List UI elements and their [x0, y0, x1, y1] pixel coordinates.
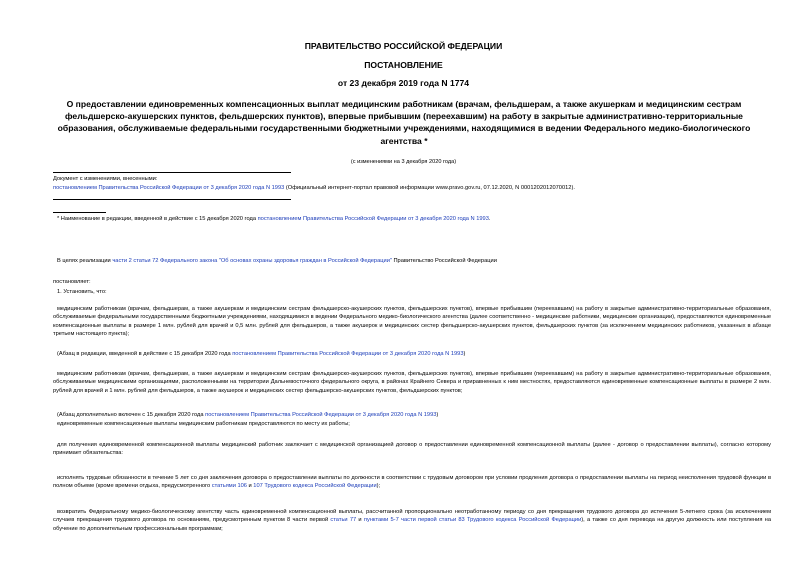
preamble-text: В целях реализации — [57, 258, 113, 264]
paragraph-5 — [53, 474, 771, 491]
footnote-text: * Наименование в редакции, введенной в действие с 15 декабря 2020 года — [57, 216, 258, 222]
para6-text: возвратить Федеральному медико-биологическому агентству часть единовременной компенсационной выплаты, рассчитанной пропорционально неотработанному периоду со дня прекращения трудового договора до истечения 5-летнего срока (за исключением случаев прекращения трудового договора по основаниям, предусмотренным пунктом 8 части первой — [53, 509, 771, 524]
footnote-divider — [53, 212, 106, 213]
paragraph-3: единовременные компенсационные выплаты медицинским работникам предоставляются по месту их работы; — [57, 421, 350, 427]
para5-and: и — [246, 483, 254, 490]
preamble — [57, 258, 497, 266]
document-type: ПОСТАНОВЛЕНИЕ — [364, 60, 443, 70]
labor-code-link[interactable]: пунктами 5-7 части первой статьи 83 Трудового кодекса Российской Федерации — [363, 517, 582, 524]
amendments-line — [53, 185, 575, 193]
divider — [53, 199, 291, 200]
footnote — [57, 216, 490, 224]
labor-code-link[interactable]: статьи 77 — [330, 517, 357, 524]
document-title: О предоставлении единовременных компенсационных выплат медицинским работникам (врачам, фельдшерам, а также акушеркам и медицинским сестрам фельдшерско-акушерских пунктов, фельдшерских пунктов), впервые прибывшим (переехавшим) на работу в закрытые административно-территориальные образования, обслуживаемые федеральными государственными бюджетными учреждениями, находящимися в ведении Федерального медико-биологического агентства * — [57, 99, 751, 146]
item-1: 1. Установить, что: — [57, 289, 107, 295]
note-link[interactable]: постановлением Правительства Российской Федерации от 3 декабря 2020 года N 1993 — [232, 351, 464, 357]
divider — [53, 172, 291, 173]
note-text: (Абзац в редакции, введенной в действие с 15 декабря 2020 года — [57, 351, 233, 357]
labor-code-link[interactable]: 107 Трудового кодекса Российской Федерации — [253, 483, 377, 490]
note-end: ) — [436, 412, 439, 418]
amendment-source: (Официальный интернет-портал правовой информации www.pravo.gov.ru, 07.12.2020, N 0001202012070012). — [284, 185, 575, 191]
paragraph-1-note — [57, 351, 465, 359]
paragraph-6 — [53, 508, 771, 533]
para6-and: и — [356, 517, 364, 524]
note-end: ) — [463, 351, 466, 357]
paragraph-2: медицинским работникам (врачам, фельдшерам, а также акушеркам и медицинским сестрам фельдшерско-акушерских пунктов, фельдшерских пунктов), впервые прибывшим (переехавшим) на работу в закрытые административно-территориальные образования, обслуживаемые медицинскими организациями, расположенными на территории Дальневосточного федерального округа, в районах Крайнего Севера и приравненных к ним местностях, предоставляются единовременные компенсационные выплаты в размере 2 млн. рублей для врачей и 1 млн. рублей для фельдшеров, а также акушерок и медицинских сестер фельдшерско-акушерских пунктов, фельдшерских пунктов; — [53, 371, 771, 394]
footnote-link[interactable]: постановлением Правительства Российской Федерации от 3 декабря 2020 года N 1993 — [257, 216, 489, 222]
para5-text: исполнять трудовые обязанности в течение 5 лет со дня заключения договора о предоставлении выплаты по должности в соответствии с трудовым договором при условии продления договора о предоставлении выплаты на период неисполнения трудовой функции в полном объеме (кроме времени отдыха, предусмотренного — [53, 475, 771, 490]
law-link[interactable]: части 2 статьи 72 Федерального закона "Об основах охраны здоровья граждан в Российской Федерации" — [112, 258, 392, 264]
decrees-label: постановляет: — [53, 279, 91, 285]
labor-code-link[interactable]: статьями 106 — [211, 483, 247, 490]
document-date-number: от 23 декабря 2019 года N 1774 — [337, 78, 470, 88]
para5-end: ); — [376, 483, 381, 490]
note-text: (Абзац дополнительно включен с 15 декабря 2020 года — [57, 412, 206, 418]
amendment-link[interactable]: постановлением Правительства Российской Федерации от 3 декабря 2020 года N 1993 — [53, 185, 285, 191]
changes-note: (с изменениями на 3 декабря 2020 года) — [350, 159, 457, 165]
paragraph-2-note — [57, 412, 438, 420]
paragraph-4: для получения единовременной компенсационной выплаты медицинский работник заключает с медицинской организацией договор о предоставлении единовременной компенсационной выплаты (далее - договор о предоставлении выплаты), согласно которому принимает обязательства: — [53, 442, 771, 457]
para6-end: ), а также со дня перевода на другую должность или поступления на обучение по дополнительным профессиональным программам; — [53, 517, 771, 532]
government-heading: ПРАВИТЕЛЬСТВО РОССИЙСКОЙ ФЕДЕРАЦИИ — [304, 41, 503, 51]
note-link[interactable]: постановлением Правительства Российской Федерации от 3 декабря 2020 года N 1993 — [205, 412, 437, 418]
footnote-end: . — [488, 216, 491, 222]
paragraph-1: медицинским работникам (врачам, фельдшерам, а также акушеркам и медицинским сестрам фельдшерско-акушерских пунктов, фельдшерских пунктов), впервые прибывшим (переехавшим) на работу в закрытые административно-территориальные образования, обслуживаемые федеральными государственными бюджетными учреждениями, находящимися в ведении Федерального медико-биологического агентства (далее соответственно - медицинские работники, медицинские организации), предоставляются единовременные компенсационные выплаты в размере 1 млн. рублей для врачей и 0,5 млн. рублей для фельдшеров, а также акушерок и медицинских сестер фельдшерско-акушерских пунктов, фельдшерских пунктов (за исключением медицинских работников, указанных в абзаце третьем настоящего пункта); — [53, 306, 771, 337]
amendments-heading: Документ с изменениями, внесенными: — [53, 176, 158, 182]
preamble-tail: Правительство Российской Федерации — [391, 258, 497, 264]
